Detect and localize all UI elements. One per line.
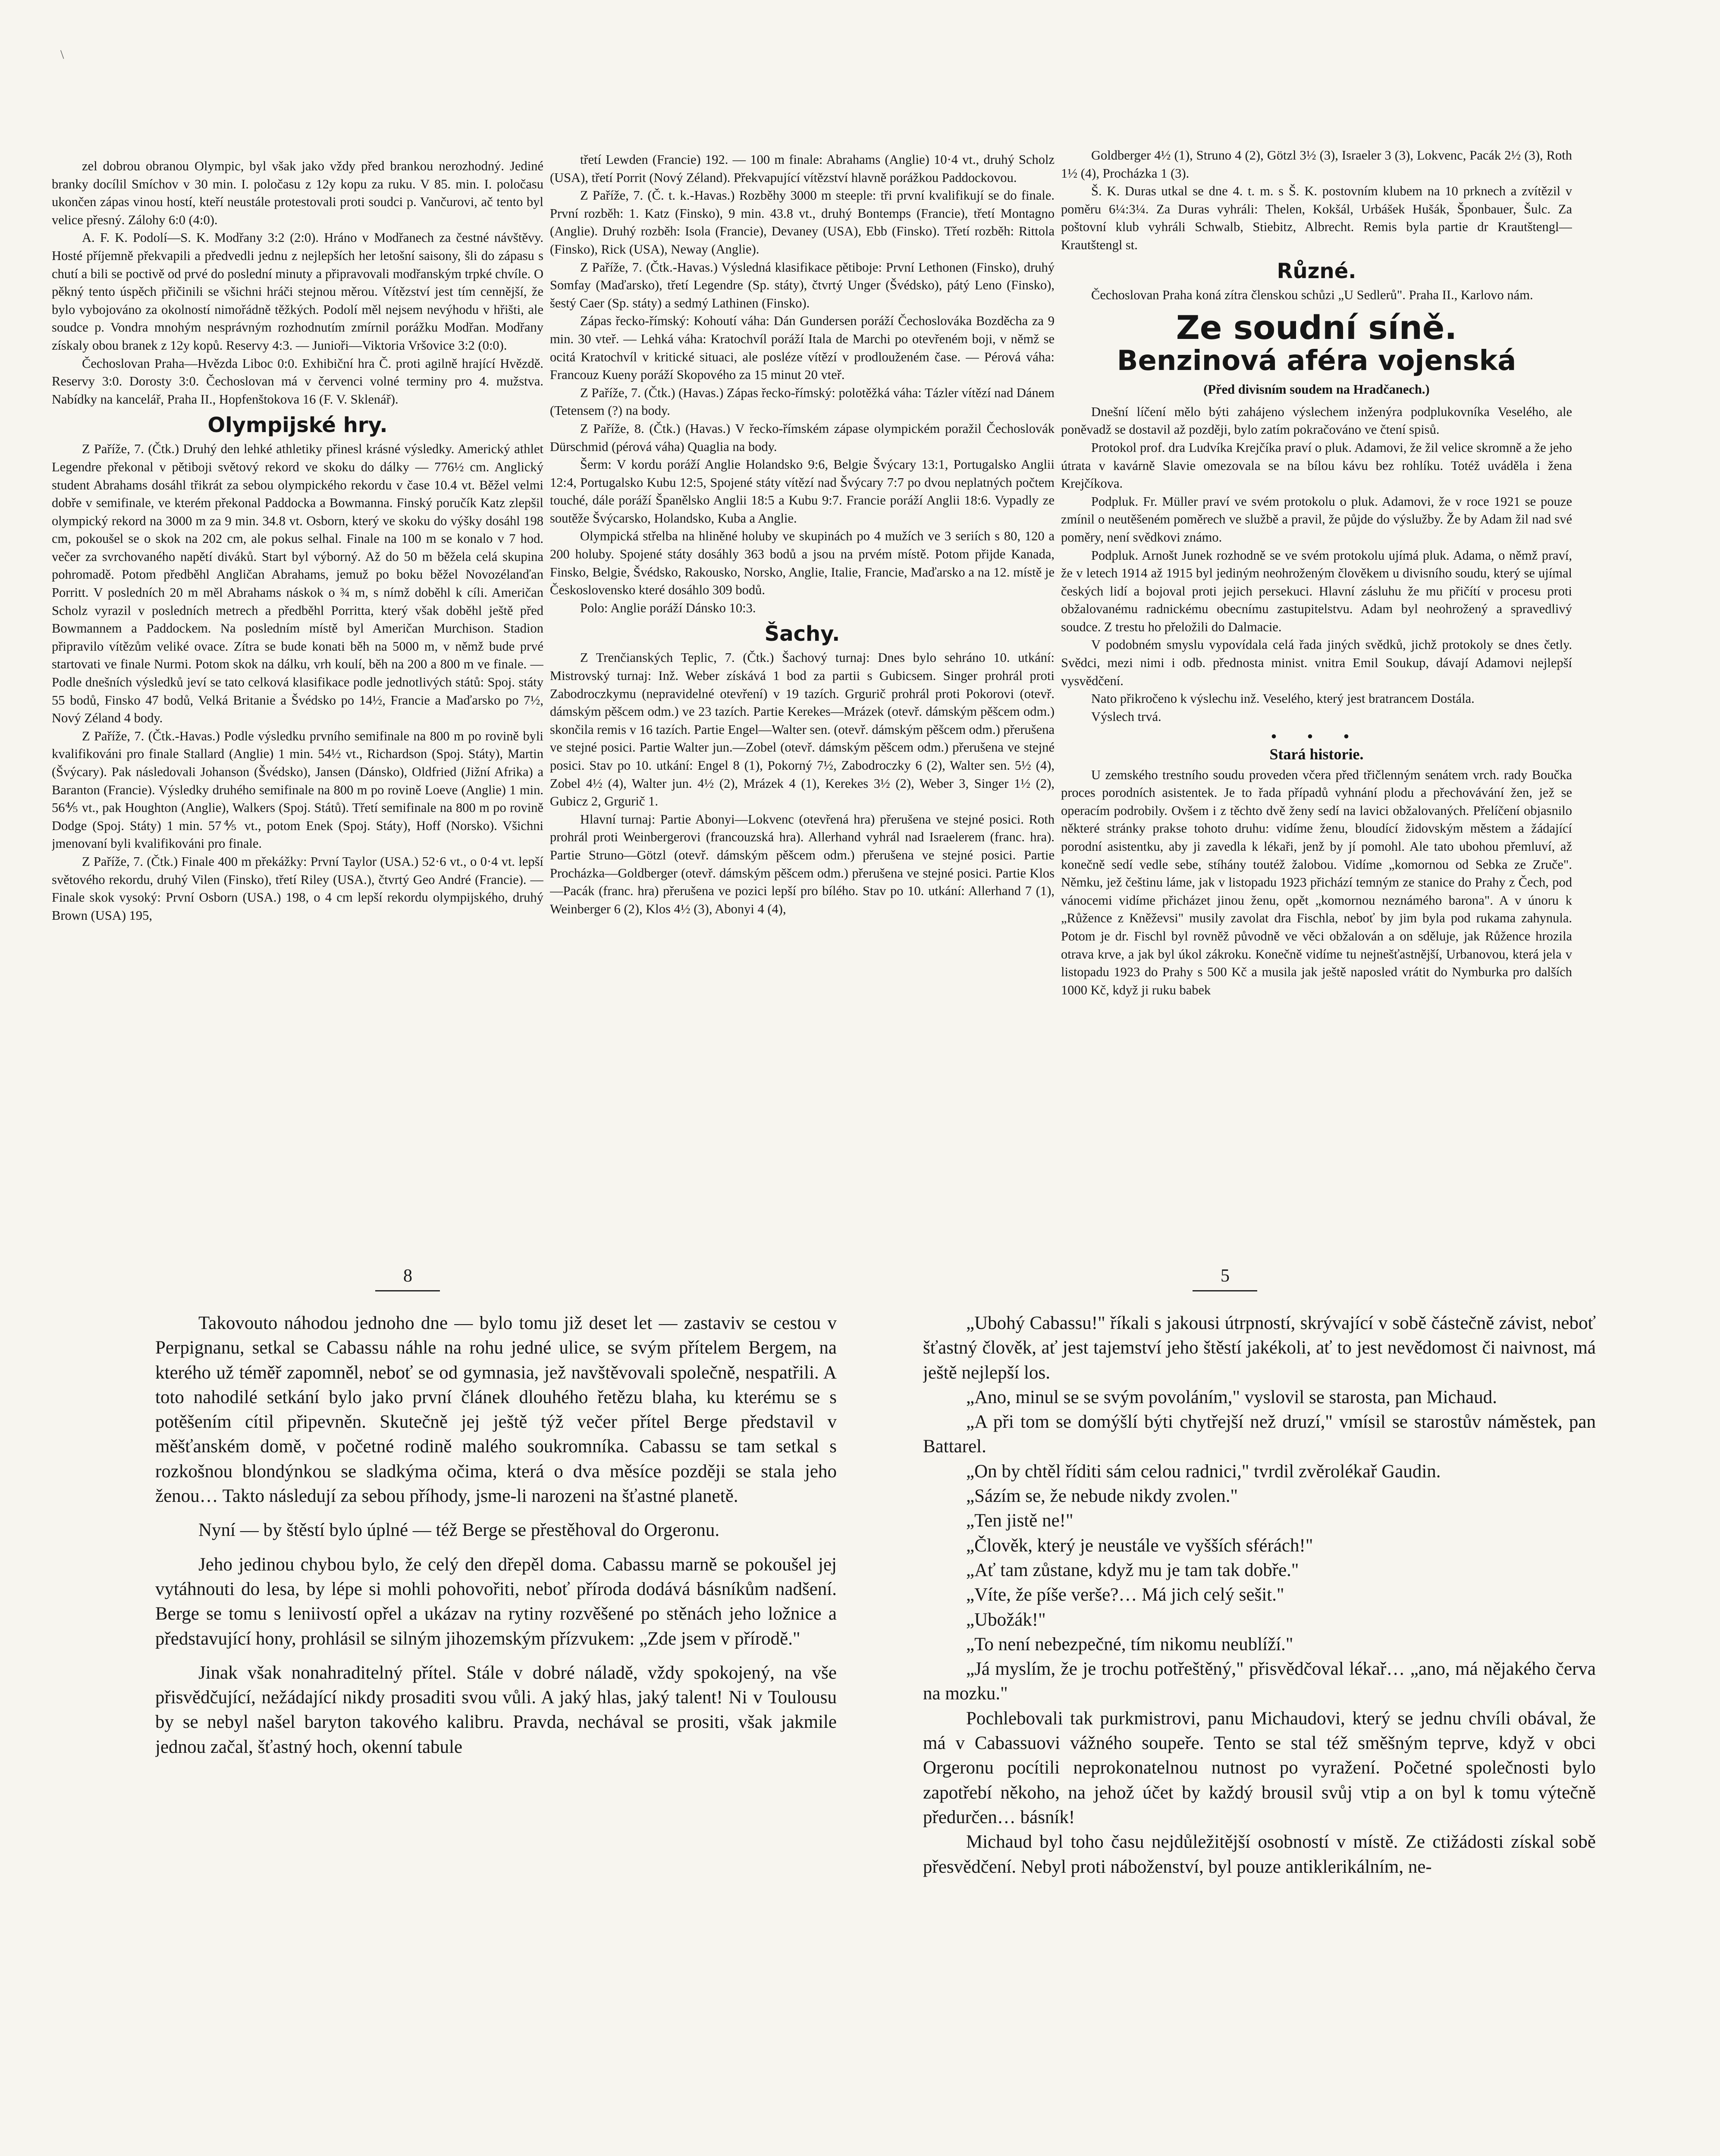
book-paragraph: „On by chtěl říditi sám celou radnici," tvrdil zvěrolékař Gaudin.	[966, 1461, 1441, 1482]
book-paragraph: „A při tom se domýšlí býti chytřejší než druzí," vmísil se starostův náměstek, pan Battarel.	[923, 1412, 1596, 1457]
article-paragraph: Zápas řecko-římský: Kohoutí váha: Dán Gundersen poráží Čechoslováka Bozděcha za 9 min. 30 vteř. — Lehká váha: Kratochvíl poráží Itala de Marchi po otevřeném boji, v němž se ocitá Kratochvíl v kritické situaci, ale posléze vítězí v prodlouženém čase. — Pérová váha: Francouz Kueny poráží Skopového za 15 minut 20 vteř.	[550, 313, 1055, 382]
newspaper-column-2	[550, 151, 1055, 1162]
article-paragraph: Dnešní líčení mělo býti zahájeno výslechem inženýra podplukovníka Veselého, ale poněvadž se dostavil až později, bylo zatím pokračováno ve čtení spisů.	[1061, 404, 1572, 437]
book-paragraph: Takovouto náhodou jednoho dne — bylo tomu již deset let — zastaviv se cestou v Perpignanu, setkal se Cabassu náhle na rohu jedné ulice, se svým přítelem Bergem, na kterého už téměř zapomněl, neboť se od gymnasia, jež navštěvovali společně, nespatřili. A toto nahodilé setkání bylo jako první článek dlouhého řetězu blaha, ku kterému se s potěšením cítil připevněn. Skutečně jej ještě týž večer přítel Berge představil v měšťanském domě, v početné rodině malého soukromníka. Cabassu se tam setkal s rozkošnou blondýnkou se sladkýma očima, která o dva měsíce později se stala jeho ženou… Takto následují za sebou příhody, jsme-li narozeni na šťastné planetě.	[155, 1313, 837, 1507]
article-paragraph: Čechoslovan Praha koná zítra členskou schůzi „U Sedlerů". Praha II., Karlovo nám.	[1091, 287, 1533, 302]
book-page-right	[923, 1311, 1596, 2156]
page-number-right: 5	[1221, 1266, 1230, 1286]
book-paragraph: Jinak však nonahraditelný přítel. Stále v dobré náladě, vždy spokojený, na vše přisvědčující, nežádající nikdy prosaditi svou vůli. A jaký hlas, jaký talent! Ni v Toulousu by se nebyl našel baryton takového kalibru. Pravda, nechával se prositi, však jakmile jednou začal, šťastný hoch, okenní tabule	[155, 1662, 837, 1757]
article-paragraph: zel dobrou obranou Olympic, byl však jako vždy před brankou nerozhodný. Jediné branky docílil Smíchov v 30 min. I. poločasu z 12y kopu za ruku. V 85. min. I. poločasu ukončen zápas vinou hostí, kteří neustále protestovali proti soudci p. Vančurovi, ač tento byl velice přesný. Zálohy 6:0 (4:0).	[52, 159, 543, 227]
scan-mark: \	[60, 47, 64, 62]
book-paragraph: „Ať tam zůstane, když mu je tam tak dobře."	[966, 1560, 1299, 1580]
section-heading: Šachy.	[764, 622, 840, 646]
article-paragraph: V podobném smyslu vypovídala celá řada jiných svědků, jichž protokoly se dnes četly. Svědci, mezi nimi i odb. přednosta minist. vnitra Emil Soukup, dávají Adamovi nejlepší vysvědčení.	[1061, 637, 1572, 688]
article-paragraph: Goldberger 4½ (1), Struno 4 (2), Götzl 3½ (3), Israeler 3 (3), Lokvenc, Pacák 2½ (3), Roth 1½ (4), Procházka 1 (3).	[1061, 148, 1572, 181]
page-rule-right	[1193, 1290, 1257, 1291]
article-paragraph: Výslech trvá.	[1091, 709, 1161, 724]
article-paragraph: Z Paříže, 7. (Čtk.) Druhý den lehké athletiky přinesl krásné výsledky. Americký athlet Legendre překonal v pětiboji světový rekord ve skoku do dálky — 776½ cm. Anglický student Abrahams dosáhl třikrát za sebou olympického rekordu v čase 10.4 vt. Běžel velmi dobře v semifinale, ve kterém překonal Paddocka a Bowmanna. Finský poručík Katz zlepšil olympický rekord na 3000 m za 9 min. 34.8 vt. Osborn, který ve skoku do výšky dosáhl 198 cm, pokoušel se o skok na 202 cm, ale pokus selhal. Finale na 100 m se konalo v 7 hod. večer za svrchovaného napětí diváků. Start byl výborný. Až do 50 m běžela celá skupina pohromadě. Potom předběhl Angličan Abrahams, jemuž po boku běžel Novozélanďan Porritt. V posledních 20 m měl Abrahams náskok o ¾ m, s nímž doběhl k cíli. Američan Scholz vyrazil v posledních metrech a předběhl Porritta, který však doběhl ještě před Bowmannem a Paddockem. Na posledním místě byl Američan Murchison. Stadion připravilo vítězům veliké ovace. Zítra se bude konati běh na 5000 m, v němž bude prvé startovati ve finale Nurmi. Potom skok na dálku, vrh koulí, běh na 200 a 800 m ve finale. — Podle dnešních výsledků jeví se tato celková klasifikace podle jednotlivých států: Spoj. státy 55 bodů, Finsko 47 bodů, Velká Britanie a Švédsko po 14½, Francie a Maďarsko po 7½, Nový Zéland 4 body.	[52, 442, 543, 726]
article-paragraph: Podpluk. Fr. Müller praví ve svém protokolu o pluk. Adamovi, že v roce 1921 se pouze zmínil o neutěšeném poměrech ve službě a pravil, že půjde do výslužby. Že by Adam žil nad své poměry, není svědkovi známo.	[1061, 494, 1572, 545]
article-paragraph: Šerm: V kordu poráží Anglie Holandsko 9:6, Belgie Švýcary 13:1, Portugalsko Anglii 12:4, Portugalsko Kubu 12:5, Spojené státy vítězí nad Švýcary 7:7 po dvou neplatných počtem touché, dále poráží Španělsko Anglii 18:5 a Kubu 9:7. Francie poráží Anglii 18:6. Vypadly ze soutěže Švýcarsko, Holandsko, Kuba a Anglie.	[550, 457, 1055, 526]
book-paragraph: „Ten jistě ne!"	[966, 1510, 1073, 1531]
article-paragraph: Z Paříže, 7. (Čtk.) Finale 400 m překážky: První Taylor (USA.) 52·6 vt., o 0·4 vt. lepší světového rekordu, druhý Vilen (Finsko), třetí Riley (USA.), čtvrtý Geo André (Francie). — Finale skok vysoký: První Osborn (USA.) 198, o 4 cm lepší rekordu olympijského, druhý Brown (USA) 195,	[52, 854, 543, 923]
book-paragraph: Pochlebovali tak purkmistrovi, panu Michaudovi, který se jednu chvíli obával, že má v Cabassuovi vážného soupeře. Tento se stal též směšným teprve, když v obci Orgeronu pocítili neprokonatelnou nutnost po vyražení. Početné společnosti bylo zapotřebí někoho, na jehož účet by každý brousil svůj vtip a on byl k tomu výtečně předurčen… básník!	[923, 1708, 1596, 1827]
article-paragraph: třetí Lewden (Francie) 192. — 100 m finale: Abrahams (Anglie) 10·4 vt., druhý Scholz (USA), třetí Porrit (Nový Zéland). Překvapující vítězství hlavně porážkou Paddockovou.	[550, 152, 1055, 185]
article-paragraph: U zemského trestního soudu proveden včera před třičlenným senátem vrch. rady Boučka proces porodních asistentek. Je to řada případů vyhnání plodu a přechovávání žen, jež se operacím podrobily. Ovšem i z těchto dvě ženy sedí na lavici obžalovaných. Přelíčení objasnilo některé stránky prakse tohoto druhu: vidíme ženu, bloudící židovským městem a žádající porodní asistentku, aby ji zavedla k lékaři, jenž by jí pomohl. Ale tato ubohou přemluví, až konečně sedí vedle sebe, stíhány toutéž žalobou. Vidíme „komornou od Sebka ze Zruče". Němku, jež češtinu láme, jak v listopadu 1923 přichází temným ze stanice do Prahy z Čech, pod vánocemi vidíme přicházet jinou ženu, opět „komornou neznámého barona". A v únoru k „Růžence z Kněževsi" musily zavolat dra Fischla, neboť by jim byla pod rukama zahynula. Potom je dr. Fischl byl rovněž původně ve věci obžalován a on sděluje, jak Růžence hrozila otrava krve, a jak byl úkol zákroku. Konečně vidíme tu nejnešťastnější, Urbanovou, která jela v listopadu 1923 do Prahy s 500 Kč a musila jak ještě naposled vrátit do Nymburka pro dalších 1000 Kč, když ji ruku babek	[1061, 767, 1572, 997]
book-paragraph: „Ubohý Cabassu!" říkali s jakousi útrpností, skrývající v sobě částečně závist, neboť šťastný člověk, ať jest tajemství jeho štěstí jakékoli, ať to jest nevědomost či naivnost, má ještě nejlepší los.	[923, 1313, 1596, 1383]
article-subtitle: (Před divisním soudem na Hradčanech.)	[1203, 382, 1430, 397]
page-number-left: 8	[403, 1266, 412, 1286]
article-paragraph: Nato přikročeno k výslechu inž. Veselého, který jest bratrancem Dostála.	[1091, 691, 1475, 706]
article-paragraph: Hlavní turnaj: Partie Abonyi—Lokvenc (otevřená hra) přerušena ve stejné posici. Roth prohrál proti Weinbergerovi (francouzská hra). Allerhand vyhrál nad Israelerem (franc. hra). Partie Struno—Götzl (otevř. dámským pěšcem odm.) přerušena ve stejné posici. Partie Procházka—Goldberger (otevř. dámským pěšcem odm.) přerušena ve stejné posici. Partie Klos—Pacák (franc. hra) přerušena ve pozici lepší pro bílého. Stav po 10. utkání: Allerhand 7 (1), Weinberger 6 (2), Klos 4½ (3), Abonyi 4 (4),	[550, 812, 1055, 916]
newspaper-column-3	[1061, 147, 1572, 1151]
article-paragraph: Z Paříže, 7. (Č. t. k.-Havas.) Rozběhy 3000 m steeple: tři první kvalifikují se do finale. První rozběh: 1. Katz (Finsko), 9 min. 43.8 vt., druhý Bontemps (Francie), třetí Montagno (Anglie). Druhý rozběh: Isola (Francie), Devaney (USA), Ebb (Finsko). Třetí rozběh: Rittola (Finsko), Rick (USA), Neway (Anglie).	[550, 188, 1055, 257]
book-paragraph: „Já myslím, že je trochu potřeštěný," přisvědčoval lékař… „ano, má nějakého červa na mozku."	[923, 1659, 1596, 1704]
article-paragraph: Z Paříže, 8. (Čtk.) (Havas.) V řecko-římském zápase olympickém poražil Čechoslovák Dürschmid (pérová váha) Quaglia na body.	[550, 421, 1055, 454]
article-paragraph: Z Paříže, 7. (Čtk.-Havas.) Podle výsledku prvního semifinale na 800 m po rovině byli kvalifikováni pro finale Stallard (Anglie) 1 min. 54½ vt., Richardson (Spoj. Státy), Martin (Švýcary). Pak následovali Johanson (Švédsko), Jansen (Dánsko), Oldfried (Jižní Afrika) a Baranton (Francie). Výsledky druhého semifinale na 800 m po rovině Loeve (Anglie) 1 min. 56⅘ vt., pak Houghton (Anglie), Walkers (Spoj. Států). Třetí semifinale na 800 m po rovině Dodge (Spoj. Státy) 1 min. 57⅘ vt., potom Enek (Spoj. Státy), Hoff (Norsko). Všichni jmenovaní byli kvalifikováni pro finale.	[52, 728, 543, 851]
article-paragraph: Z Paříže, 7. (Čtk.) (Havas.) Zápas řecko-římský: polotěžká váha: Tázler vítězí nad Dánem (Tetensem (?) na body.	[550, 385, 1055, 418]
book-paragraph: „Víte, že píše verše?… Má jich celý sešit."	[966, 1585, 1284, 1605]
article-title: Benzinová aféra vojenská	[1117, 345, 1516, 377]
article-paragraph: A. F. K. Podolí—S. K. Modřany 3:2 (2:0). Hráno v Modřanech za čestné návštěvy. Hosté příjemně překvapili a předvedli jednu z nejlepších her letošní saisony, šli do zápasu s chutí a bili se poctivě od prvé do poslední minuty a připravovali modřanským trpké chvíle. O pěkný tento úspěch přičinili se všichni hráči stejnou měrou. Vítězství jest tím cennější, že bylo vybojováno za okolností nimořádně těžkých. Podolí měl nejsem nevýhodu v hřišti, ale soudce p. Vondra mnohým nesprávným rozhodnutím zmírnil porážku Modřan. Modřany získaly obou branek z 12y kopů. Reservy 4:3. — Junioři—Viktoria Vršovice 3:2 (0:0).	[52, 230, 543, 353]
separator-stars: • • •	[1271, 727, 1362, 746]
book-paragraph: „Ubožák!"	[966, 1609, 1046, 1630]
page-rule-left	[375, 1290, 440, 1291]
book-paragraph: Jeho jedinou chybou bylo, že celý den dřepěl doma. Cabassu marně se pokoušel jej vytáhnouti do lesa, by lépe si mohli pohovořiti, neboť příroda dodává básníkům nadšení. Berge se tomu s leniivostí opřel a ukázav na rytiny rozvěšené po stěnách jeho ložnice a představující hony, prohlásil se silným jihozemským přízvukem: „Zde jsem v přírodě."	[155, 1554, 837, 1649]
article-title: Stará historie.	[1269, 746, 1364, 763]
article-paragraph: Š. K. Duras utkal se dne 4. t. m. s Š. K. postovním klubem na 10 prknech a zvítězil v poměru 6¼:3¼. Za Duras vyhráli: Thelen, Kokšál, Urbášek Hušák, Šponbauer, Šulc. Za poštovní klub vyhráli Schwalb, Stiebitz, Albrecht. Remis byla partie dr Krautštengl—Krautštengl st.	[1061, 184, 1572, 252]
article-paragraph: Z Trenčianských Teplic, 7. (Čtk.) Šachový turnaj: Dnes bylo sehráno 10. utkání: Mistrovský turnaj: Inž. Weber získává 1 bod za partii s Gubicsem. Singer prohrál proti Zabodroczkymu (nepravidelné otevření) v 19 tazích. Grgurič prohrál proti Pokorovi (otevř. dámským pěšcem odm.) ve 23 tazích. Partie Kerekes—Mrázek (otevř. dámským pěšcem odm.) skončila remis v 16 tazích. Partie Engel—Walter sen. (otevř. dámským pěšcem odm.) přerušena ve stejné posici. Partie Walter jun.—Zobel (otevř. dámským pěšcem odm.) přerušena ve stejné posici. Stav po 10. utkání: Engel 8 (1), Pokorný 7½, Zabodroczky 6 (2), Walter sen. 5½ (4), Zobel 4½ (4), Walter jun. 4½ (2), Mrázek 4 (1), Kerekes 3½ (2), Weber 3, Singer 1½ (2), Gubicz 2, Grgurič 1.	[550, 650, 1055, 809]
book-paragraph: „Člověk, který je neustále ve vyšších sférách!"	[966, 1535, 1313, 1556]
article-paragraph: Čechoslovan Praha—Hvězda Liboc 0:0. Exhibiční hra Č. proti agilně hrající Hvězdě. Reservy 3:0. Dorosty 3:0. Čechoslovan má v červenci volné terminy pro 4. mužstva. Nabídky na kancelář, Praha II., Hopfenštokova 16 (F. V. Sklenář).	[52, 356, 543, 407]
article-paragraph: Z Paříže, 7. (Čtk.-Havas.) Výsledná klasifikace pětiboje: První Lethonen (Finsko), druhý Somfay (Maďarsko), třetí Legendre (Sp. státy), čtvrtý Unger (Švédsko), pátý Leno (Finsko), šestý Caer (Sp. státy) a sedmý Lathinen (Finsko).	[550, 260, 1055, 310]
section-heading: Olympijské hry.	[207, 413, 388, 438]
article-paragraph: Olympická střelba na hliněné holuby ve skupinách po 4 mužích ve 3 seriích s 80, 120 a 200 holuby. Spojené státy dosáhly 363 bodů a jsou na prvém místě. Potom přijde Kanada, Finsko, Belgie, Švédsko, Rakousko, Norsko, Anglie, Italie, Francie, Maďarsko a na 12. místě je Československo které dosáhlo 309 bodů.	[550, 529, 1055, 598]
section-title: Ze soudní síně.	[1176, 308, 1457, 347]
book-paragraph: Michaud byl toho času nejdůležitější osobností v místě. Ze ctižádosti získal sobě přesvědčení. Nebyl proti náboženství, byl pouze antiklerikálním, ne-	[923, 1832, 1596, 1877]
book-paragraph: Nyní — by štěstí bylo úplné — též Berge se přestěhoval do Orgeronu.	[198, 1520, 720, 1541]
article-paragraph: Polo: Anglie poráží Dánsko 10:3.	[580, 600, 756, 615]
book-page-left	[155, 1311, 837, 2156]
newspaper-column-1	[52, 157, 543, 1162]
book-paragraph: „Sázím se, že nebude nikdy zvolen."	[966, 1486, 1238, 1507]
book-paragraph: „To není nebezpečné, tím nikomu neublíží."	[966, 1634, 1293, 1655]
article-paragraph: Protokol prof. dra Ludvíka Krejčíka praví o pluk. Adamovi, že žil velice skromně a že jeho útrata v kavárně Slavie omezovala se na bílou kávu bez rohlíku. Totéž uváděla i žena Krejčíkova.	[1061, 440, 1572, 491]
book-paragraph: „Ano, minul se se svým povoláním," vyslovil se starosta, pan Michaud.	[966, 1387, 1497, 1407]
article-paragraph: Podpluk. Arnošt Junek rozhodně se ve svém protokolu ujímá pluk. Adama, o němž praví, že v letech 1914 až 1915 byl jediným neohroženým člověkem u divisního soudu, který se ujímal českých lidí a bojoval proti jejich persekuci. Hlavní zásluhu že mu přičítí v procesu proti obžalovanému radnickému obecnímu zastupitelstvu. Adam byl neohrožený a spravedlivý soudce. Z trestu ho přeložili do Dalmacie.	[1061, 548, 1572, 634]
section-heading: Různé.	[1277, 259, 1356, 283]
